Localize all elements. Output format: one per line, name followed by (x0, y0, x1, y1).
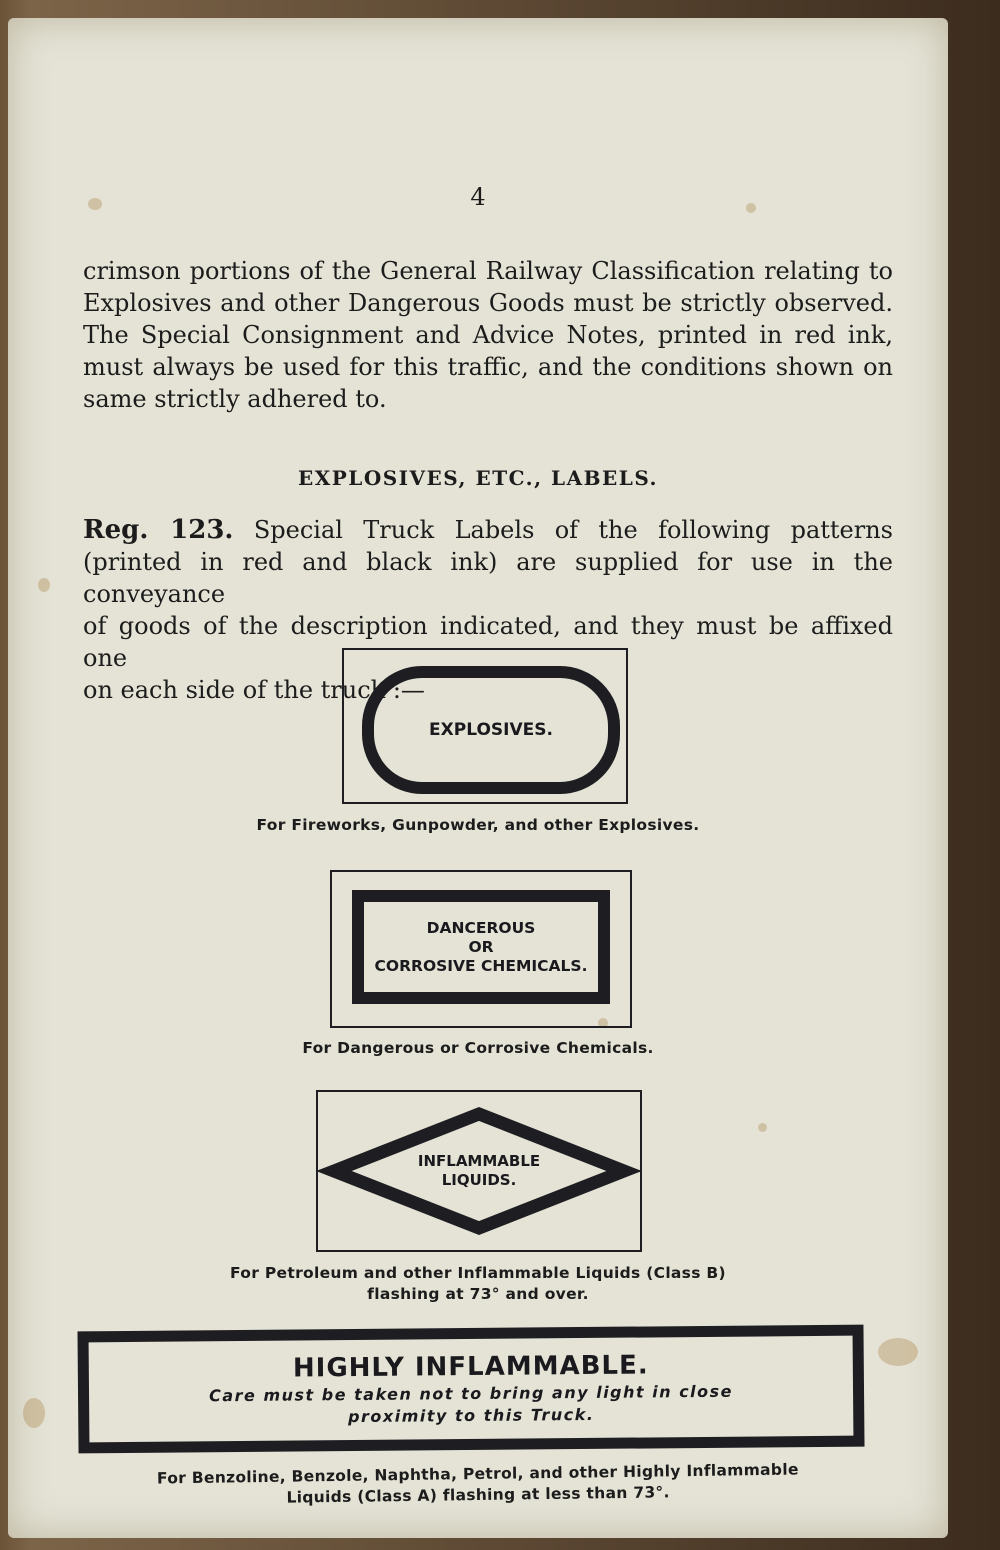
explosives-label-text: EXPLOSIVES. (429, 720, 553, 740)
regulation-number: Reg. 123. (83, 515, 234, 545)
highly-inflammable-banner (77, 1325, 864, 1454)
caption-line: For Dangerous or Corrosive Chemicals. (302, 1039, 654, 1057)
highly-inflammable-caption (8, 1457, 948, 1512)
dangerous-label-line: CORROSIVE CHEMICALS. (374, 956, 588, 975)
page-number: 4 (470, 183, 486, 211)
inflammable-text (318, 1092, 640, 1250)
regulation-line-rest: Special Truck Labels of the following patterns (253, 516, 893, 544)
intro-line: same strictly adhered to. (83, 385, 387, 413)
dangerous-label-line: OR (468, 937, 494, 956)
intro-paragraph (83, 255, 893, 415)
book-page (8, 18, 948, 1538)
section-heading: EXPLOSIVES, ETC., LABELS. (297, 466, 659, 490)
caption-line: flashing at 73° and over. (367, 1285, 589, 1303)
regulation-line: of goods of the description indicated, and they must be affixed one (83, 612, 893, 672)
paper-stain (758, 1123, 767, 1132)
intro-line: must always be used for this traffic, and the conditions shown on (83, 353, 893, 381)
inflammable-caption (8, 1263, 948, 1305)
inflammable-label-line: LIQUIDS. (441, 1171, 517, 1189)
inflammable-label-line: INFLAMMABLE (417, 1152, 541, 1170)
highly-inflammable-title: HIGHLY INFLAMMABLE. (292, 1350, 649, 1384)
highly-inflammable-warning-line: proximity to this Truck. (347, 1404, 595, 1427)
caption-line: For Benzoline, Benzole, Naphtha, Petrol, and other Highly Inflammable (156, 1460, 799, 1488)
paper-stain (23, 1398, 45, 1428)
explosives-oval (362, 666, 620, 794)
caption-line: Liquids (Class A) flashing at less than 73°. (286, 1483, 670, 1507)
dangerous-chemicals-frame (352, 890, 610, 1004)
paper-stain (38, 578, 50, 592)
intro-line: crimson portions of the General Railway Classification relating to (83, 257, 893, 285)
dangerous-chemicals-caption (8, 1038, 948, 1059)
inflammable-liquids-label (316, 1090, 642, 1252)
explosives-label (342, 648, 628, 804)
caption-line: For Fireworks, Gunpowder, and other Explosives. (256, 816, 700, 834)
regulation-line: on each side of the truck :— (83, 676, 425, 704)
dangerous-chemicals-label (330, 870, 632, 1028)
intro-line: The Special Consignment and Advice Notes, printed in red ink, (83, 321, 893, 349)
regulation-line: (printed in red and black ink) are supplied for use in the conveyance (83, 548, 893, 608)
explosives-caption (8, 815, 948, 836)
intro-line: Explosives and other Dangerous Goods must be strictly observed. (83, 289, 893, 317)
dangerous-label-line: DANCEROUS (426, 918, 536, 937)
caption-line: For Petroleum and other Inflammable Liquids (Class B) (230, 1264, 726, 1282)
highly-inflammable-warning-line: Care must be taken not to bring any light in close (208, 1381, 734, 1406)
regulation-line (83, 514, 893, 546)
paper-stain (878, 1338, 918, 1366)
